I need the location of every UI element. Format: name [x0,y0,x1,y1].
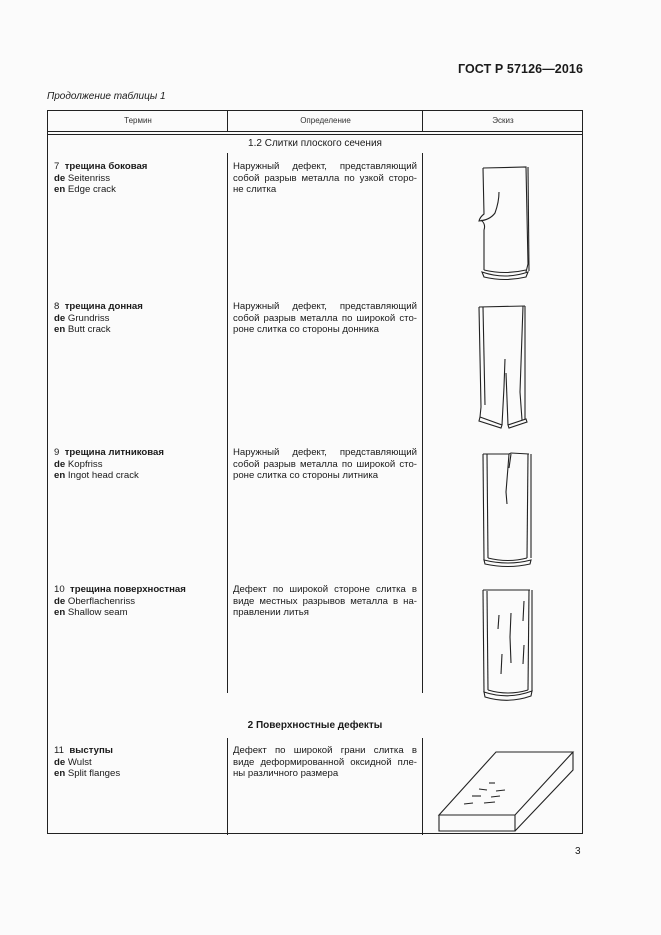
term-de: Kopfriss [67,458,103,470]
column-divider [227,153,228,693]
column-divider [422,738,423,835]
ingot-shallow-seam-icon [473,579,538,709]
term-en: Split flanges [67,768,121,780]
term-de: Wulst [67,756,92,768]
column-divider [422,111,423,131]
column-divider [422,153,423,693]
term-en: Butt crack [67,324,111,336]
term-ru: выступы [69,745,113,756]
table-caption: Продолжение таблицы 1 [47,91,166,102]
term-entry-9: 9 трещина литниковая de Kopfriss en Ingot head crack [54,447,164,482]
ingot-edge-crack-icon [468,154,533,284]
ingot-head-crack-icon [473,442,538,572]
term-de: Oberflachenriss [67,595,136,607]
header-double-rule [48,134,582,135]
page-number: 3 [575,846,581,857]
term-entry-8: 8 трещина донная de Grundriss en Butt crack [54,301,143,336]
definition-7: Наружный дефект, представляющий собой разрыв металла по узкой сторо- не слитка [233,161,417,196]
term-de: Grundriss [67,312,110,324]
term-entry-7: 7 трещина боковая de Seitenriss en Edge crack [54,161,148,196]
section-title-1-2: 1.2 Слитки плоского сечения [248,138,382,149]
document-code: ГОСТ Р 57126—2016 [457,62,583,76]
term-ru: трещина поверхностная [70,584,186,595]
term-entry-11: 11 выступы de Wulst en Split flanges [54,745,121,780]
term-en: Shallow seam [67,607,128,619]
term-ru: трещина донная [64,301,143,312]
terms-table [47,110,583,834]
term-de: Seitenriss [67,172,110,184]
column-header-term: Термин [124,116,152,125]
table-header-row [48,111,582,132]
ingot-butt-crack-icon [468,297,533,437]
term-en: Ingot head crack [67,470,139,482]
definition-10: Дефект по широкой стороне слитка в виде местных разрывов металла в на- правлении литья [233,584,417,619]
term-en: Edge crack [67,184,116,196]
column-divider [227,738,228,835]
column-header-sketch: Эскиз [492,116,514,125]
section-title-2: 2 Поверхностные дефекты [247,720,383,731]
slab-split-flanges-icon [433,745,578,835]
definition-9: Наружный дефект, представляющий собой разрыв металла по широкой сто- роне слитка со стороны литника [233,447,417,482]
term-ru: трещина боковая [64,161,148,172]
term-ru: трещина литниковая [64,447,164,458]
column-header-definition: Определение [300,116,351,125]
term-entry-10: 10 трещина поверхностная de Oberflachenriss en Shallow seam [54,584,186,619]
column-divider [227,111,228,131]
definition-11: Дефект по широкой грани слитка в виде деформированной оксидной пле- ны различного размера [233,745,417,780]
definition-8: Наружный дефект, представляющий собой разрыв металла по широкой сто- роне слитка со стороны донника [233,301,417,336]
